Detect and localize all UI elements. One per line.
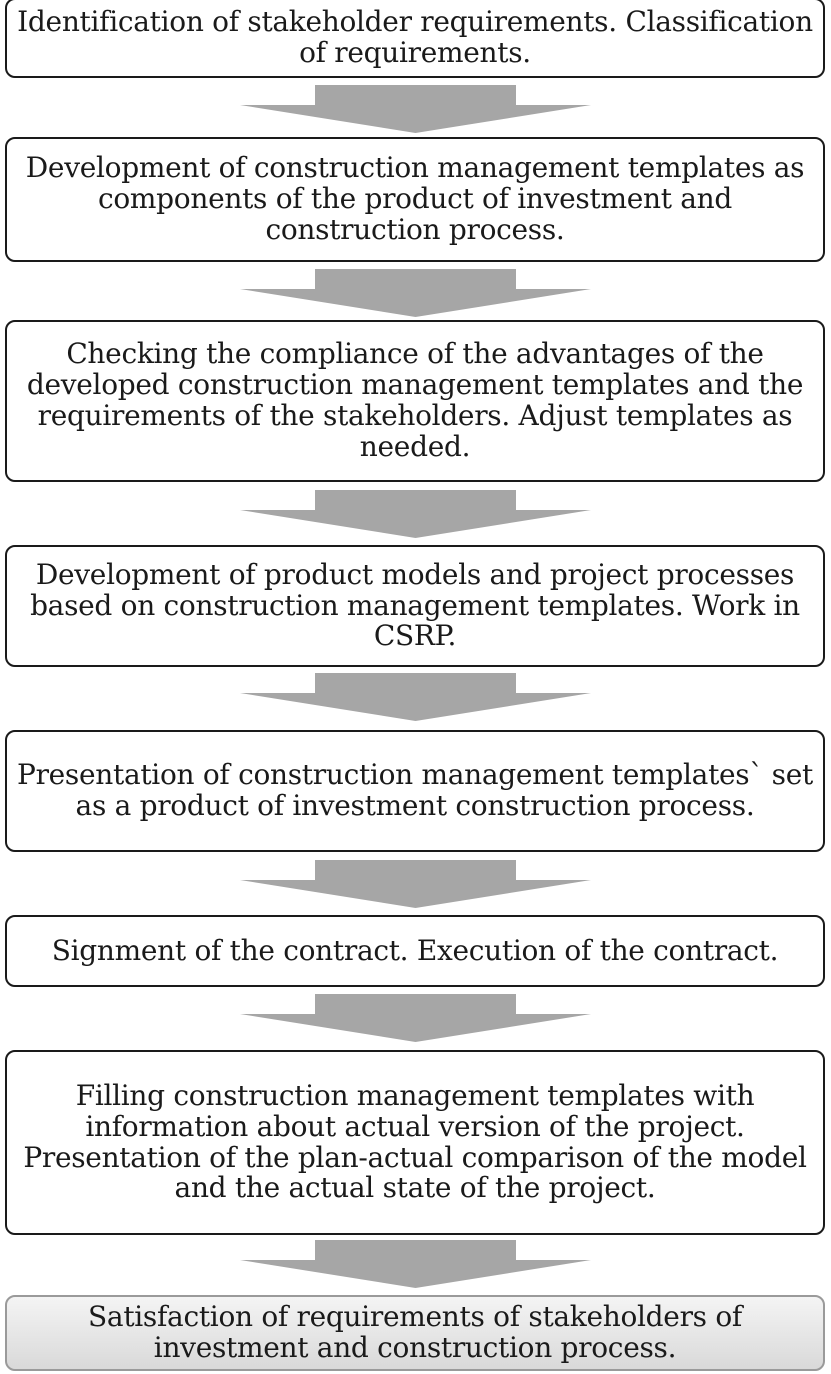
step-box-5 [5, 730, 825, 852]
step-box-2 [5, 137, 825, 262]
step-box-final [5, 1295, 825, 1371]
step-box-4 [5, 545, 825, 667]
step-text-1: Identification of stakeholder requirements. Classification of requirements. [17, 5, 813, 69]
step-text-3: Checking the compliance of the advantages of the developed construction management templates and the requirements of the stakeholders. Adjust templates as needed. [26, 337, 804, 463]
down-arrow-icon-1 [240, 85, 591, 133]
step-box-3 [5, 320, 825, 482]
down-arrow-icon-7 [240, 1240, 591, 1288]
step-text-6: Signment of the contract. Execution of the contract. [51, 933, 779, 967]
down-arrow-icon-4 [240, 673, 591, 721]
step-box-6 [5, 915, 825, 987]
step-text-2: Development of construction management templates as components of the product of investment and construction process. [25, 151, 805, 246]
step-box-7 [5, 1050, 825, 1235]
step-text-5: Presentation of construction management templates` set as a product of investment construction process. [17, 758, 813, 822]
down-arrow-icon-3 [240, 490, 591, 538]
step-text-final: Satisfaction of requirements of stakeholders of investment and construction process. [88, 1300, 742, 1364]
step-text-4: Development of product models and project processes based on construction management templates. Work in CSRP. [30, 557, 800, 653]
step-text-7: Filling construction management templates with information about actual version of the project. Presentation of the plan-actual comparison of the model and the actual state of the project. [23, 1078, 807, 1205]
down-arrow-icon-2 [240, 269, 591, 317]
down-arrow-icon-6 [240, 994, 591, 1042]
step-box-1 [5, 0, 825, 78]
down-arrow-icon-5 [240, 860, 591, 908]
